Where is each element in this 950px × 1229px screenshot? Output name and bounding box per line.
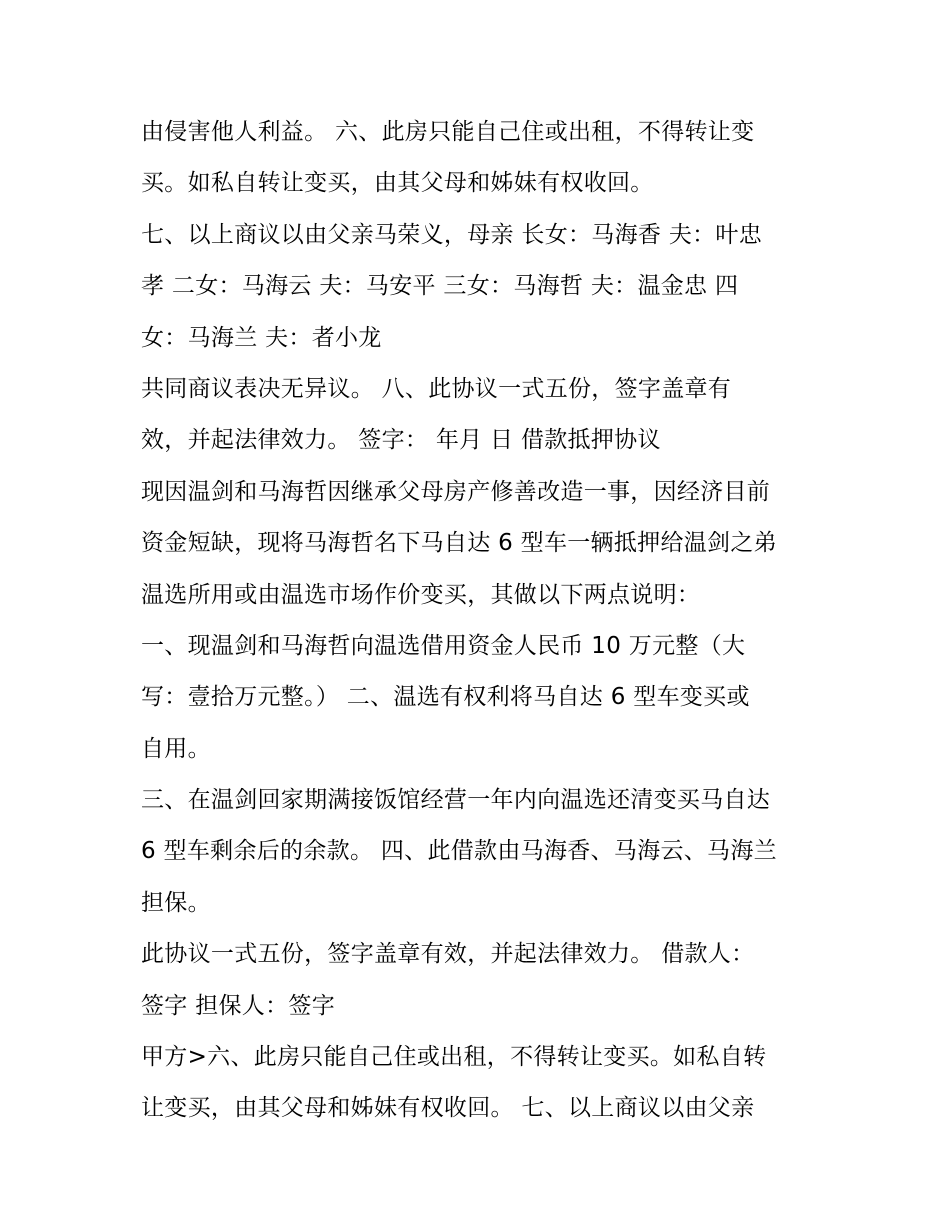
text-line: 女：马海兰 夫：者小龙 (141, 324, 382, 351)
text-line: 效，并起法律效力。 签字： 年月 日 借款抵押协议 (141, 427, 661, 454)
text-line: 七、以上商议以由父亲马荣义，母亲 长女：马海香 夫：叶忠 (141, 221, 763, 248)
text-line: 让变买，由其父母和姊妹有权收回。 七、以上商议以由父亲 (141, 1095, 755, 1122)
text-line: 6 型车剩余后的余款。 四、此借款由马海香、马海云、马海兰 (141, 838, 777, 865)
text-line: 买。如私自转让变买，由其父母和姊妹有权收回。 (141, 170, 654, 197)
text-line: 写：壹拾万元整。） 二、温选有权利将马自达 6 型车变买或 (141, 684, 750, 711)
text-line: 签字 担保人：签字 (141, 992, 336, 1019)
text-line: 温选所用或由温选市场作价变买，其做以下两点说明： (141, 581, 701, 608)
text-line: 由侵害他人利益。 六、此房只能自己住或出租，不得转让变 (141, 119, 755, 145)
text-line: 自用。 (141, 735, 211, 762)
text-line: 此协议一式五份，签字盖章有效，并起法律效力。 借款人： (141, 941, 755, 968)
text-line: 三、在温剑回家期满接饭馆经营一年内向温选还清变买马自达 (141, 787, 771, 814)
text-line: 孝 二女：马海云 夫：马安平 三女：马海哲 夫：温金忠 四 (141, 273, 739, 300)
text-line: 共同商议表决无异议。 八、此协议一式五份，签字盖章有 (141, 375, 732, 402)
text-line: 一、现温剑和马海哲向温选借用资金人民币 10 万元整（大 (141, 632, 746, 659)
text-line: 甲方>六、此房只能自己住或出租，不得转让变买。如私自转 (141, 1044, 767, 1071)
document-body (141, 107, 831, 1135)
text-line: 担保。 (141, 889, 211, 916)
text-line: 现因温剑和马海哲因继承父母房产修善改造一事，因经济目前 (141, 478, 771, 505)
text-line: 资金短缺，现将马海哲名下马自达 6 型车一辆抵押给温剑之弟 (141, 530, 777, 557)
